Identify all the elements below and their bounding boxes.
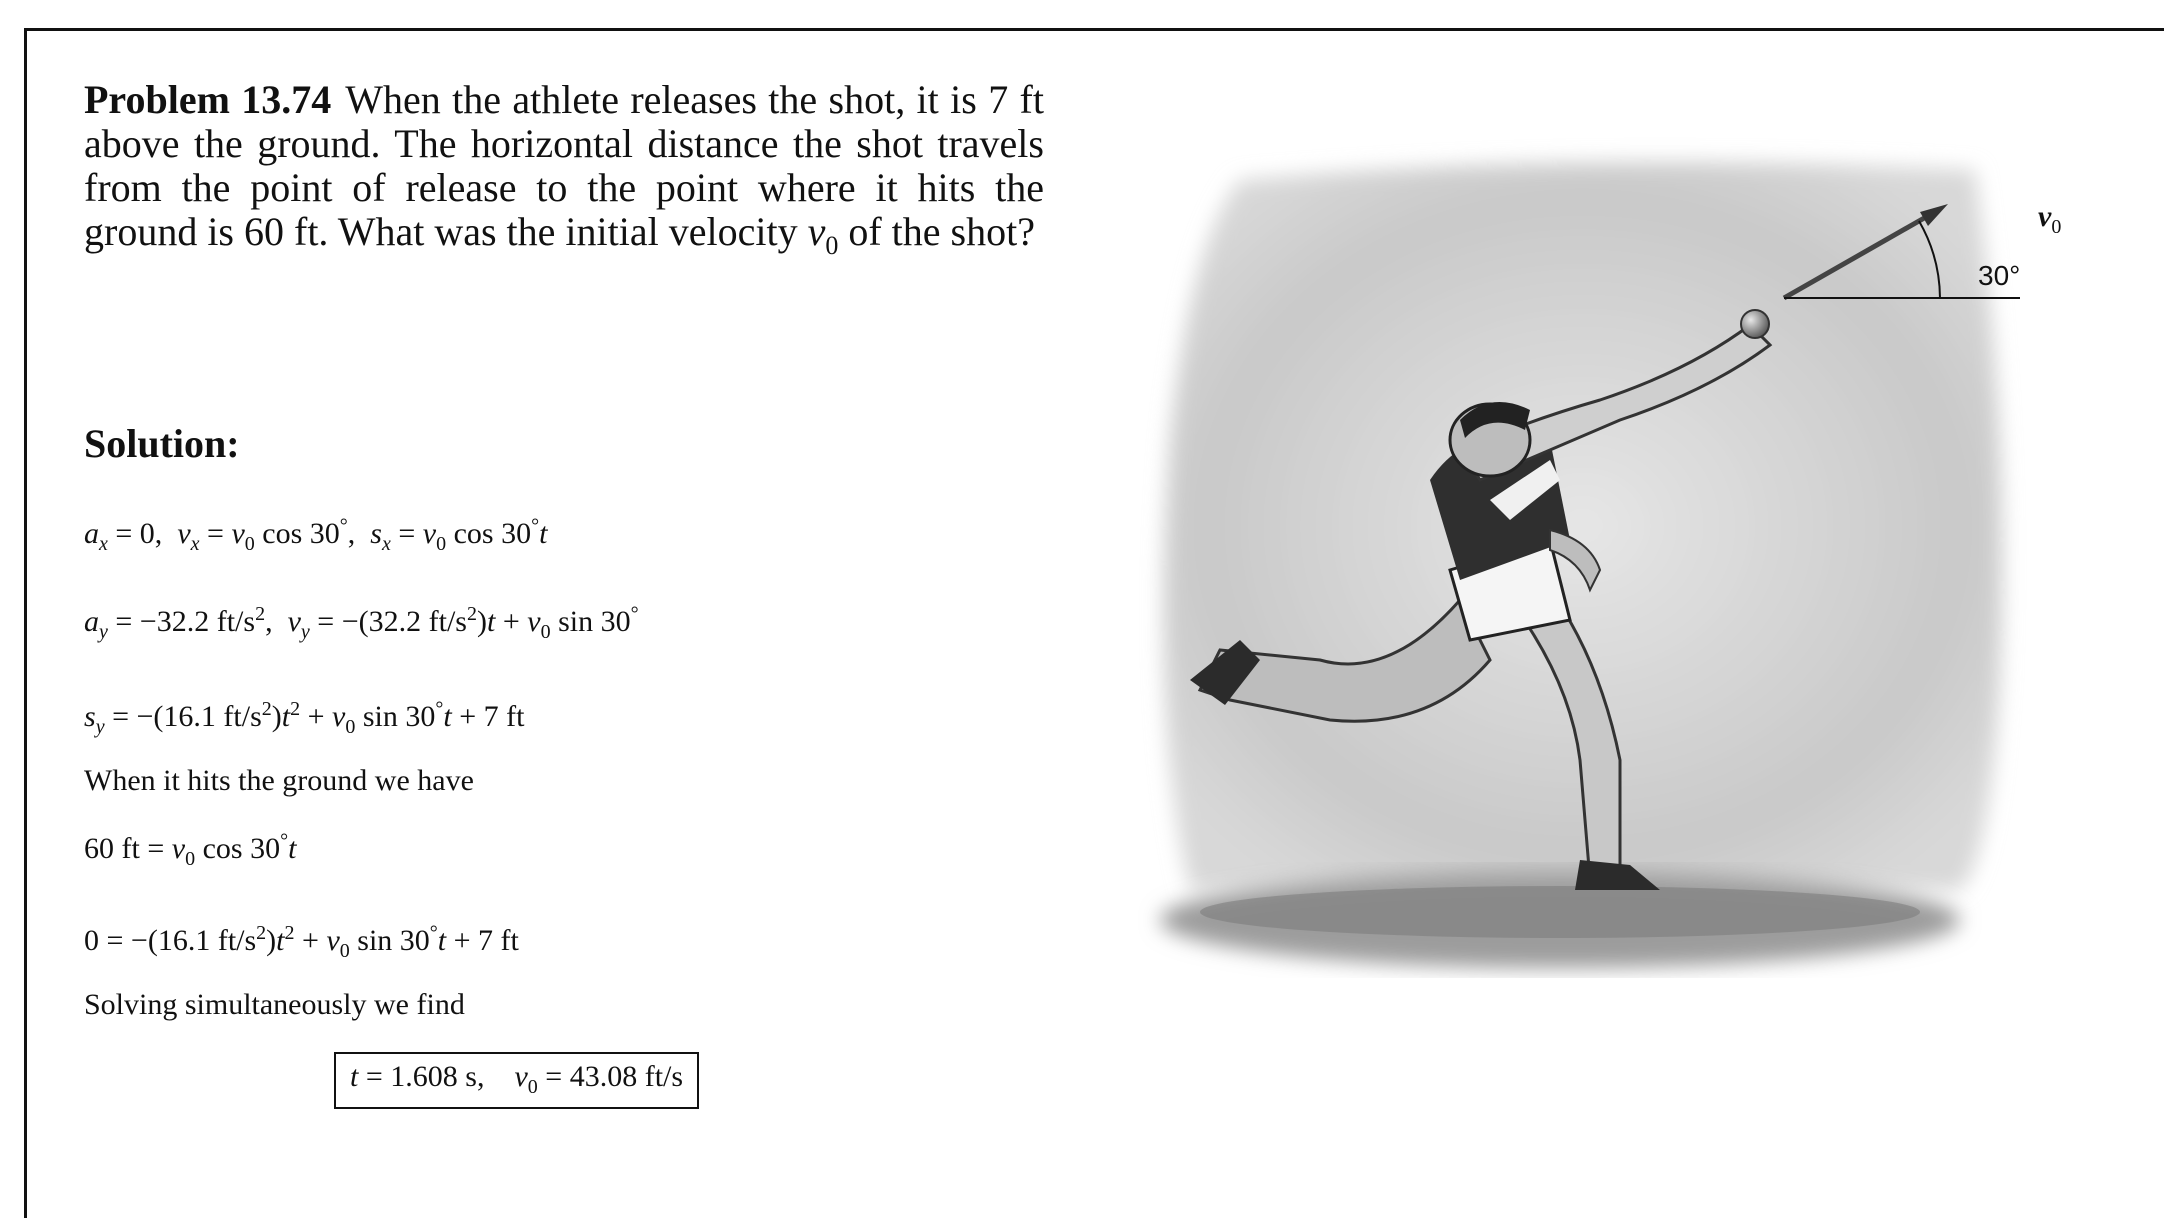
answer-v0: 43.08 ft/s [569, 1060, 684, 1093]
answer-box: t = 1.608 s, $v_0 = 43.08$ ft/s [334, 1052, 699, 1109]
problem-number: Problem 13.74 [84, 77, 332, 122]
text-solving: Solving simultaneously we find [84, 988, 465, 1021]
athlete-shot-put-illustration [1130, 120, 2050, 980]
equation-x-motion: $a_x = 0$, $v_x = v_0$ cos 30°, $s_x = v_0$ cos 30°t [84, 515, 548, 555]
problem-var-sub: 0 [825, 231, 839, 260]
equation-height-zero: 0 = −(16.1 $ft/s^2)t^2 + v_0$ sin 30°t + 7 ft [84, 922, 519, 962]
answer-t: 1.608 s, [390, 1060, 485, 1093]
problem-statement [84, 78, 1044, 268]
text-ground-condition: When it hits the ground we have [84, 764, 474, 797]
problem-text-part1: When the athlete releases the shot, it is 7 ft above the ground. The horizontal distance the shot travels from the point of release to the point where it hits the ground is 60 ft. What was the initial velocity [84, 77, 1044, 254]
problem-text-part2: of the shot? [838, 209, 1035, 254]
equation-horizontal-distance: 60 ft = $v_0$ cos 30°t [84, 830, 297, 870]
equation-y-velocity: $a_y = -32.2$ $ft/s^2$, $v_y = -(32.2$ $ft/s^2)t + v_0$ sin 30° [84, 603, 639, 643]
problem-var-symbol: v [807, 209, 826, 254]
solution-heading: Solution: [84, 421, 240, 466]
label-velocity: $v_0$ [2038, 200, 2062, 238]
label-angle: 30° [1978, 260, 2021, 291]
shot-ball [1741, 310, 1769, 338]
equation-y-position: $s_y = -(16.1$ $ft/s^2)t^2 + v_0$ sin 30°t + 7 ft [84, 698, 525, 738]
